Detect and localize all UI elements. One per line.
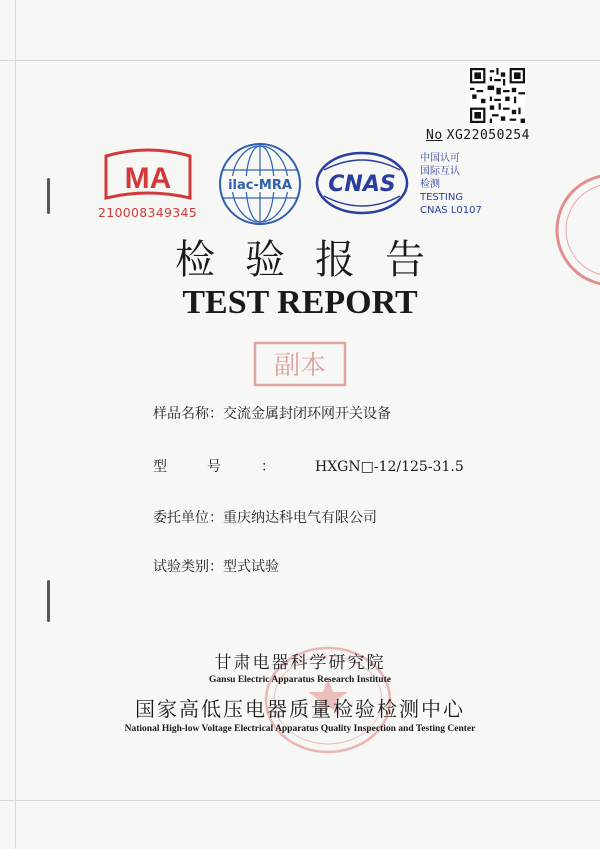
cnas-line: 国际互认 xyxy=(420,166,460,177)
test-type-label: 试验类别： xyxy=(153,559,223,575)
qr-code xyxy=(470,68,525,123)
sample-name-label: 样品名称： xyxy=(153,406,223,422)
page-edge-line xyxy=(0,60,600,61)
cnas-line: TESTING xyxy=(420,192,464,203)
client-label: 委托单位： xyxy=(153,510,223,526)
test-type-value: 型式试验 xyxy=(223,559,279,575)
model-label: 型号： xyxy=(153,459,315,475)
cnas-logo xyxy=(314,150,410,216)
model-row xyxy=(153,456,464,476)
report-number-label: No xyxy=(426,128,443,143)
sample-name-row xyxy=(153,403,391,423)
center-name-chinese: 国家高低压电器质量检验检测中心 xyxy=(135,697,465,721)
page-edge-line xyxy=(0,800,600,801)
cnas-logo-text: CNAS xyxy=(328,172,396,197)
binding-hole-mark xyxy=(47,178,50,214)
ilac-mra-logo-text: ilac-MRA xyxy=(228,178,292,193)
institute-name-chinese: 甘肃电器科学研究院 xyxy=(214,653,386,673)
cnas-line: 检测 xyxy=(420,179,440,190)
sample-name-value: 交流金属封闭环网开关设备 xyxy=(223,406,391,422)
binding-hole-mark xyxy=(47,580,50,622)
center-name-english: National High-low Voltage Electrical Apparatus Quality Inspection and Testing Center xyxy=(124,724,476,734)
ilac-mra-logo xyxy=(218,142,302,226)
cnas-accreditation-text xyxy=(420,152,482,217)
copy-stamp-text: 副本 xyxy=(273,351,327,381)
cma-certificate-number: 210008349345 xyxy=(98,205,198,220)
client-row xyxy=(153,507,377,527)
test-type-row xyxy=(153,556,279,576)
report-number xyxy=(426,128,530,143)
client-value: 重庆纳达科电气有限公司 xyxy=(223,510,377,526)
report-title-chinese: 检验报告 xyxy=(175,237,455,283)
cnas-line: 中国认可 xyxy=(420,153,460,164)
institute-name-english: Gansu Electric Apparatus Research Institute xyxy=(209,675,391,685)
cma-logo-text: MA xyxy=(124,162,172,195)
report-title-english: TEST REPORT xyxy=(182,284,418,321)
model-value: HXGN□-12/125-31.5 xyxy=(315,459,464,475)
report-number-value: XG22050254 xyxy=(446,128,530,143)
copy-stamp xyxy=(252,340,348,388)
cnas-line: CNAS L0107 xyxy=(420,205,482,216)
